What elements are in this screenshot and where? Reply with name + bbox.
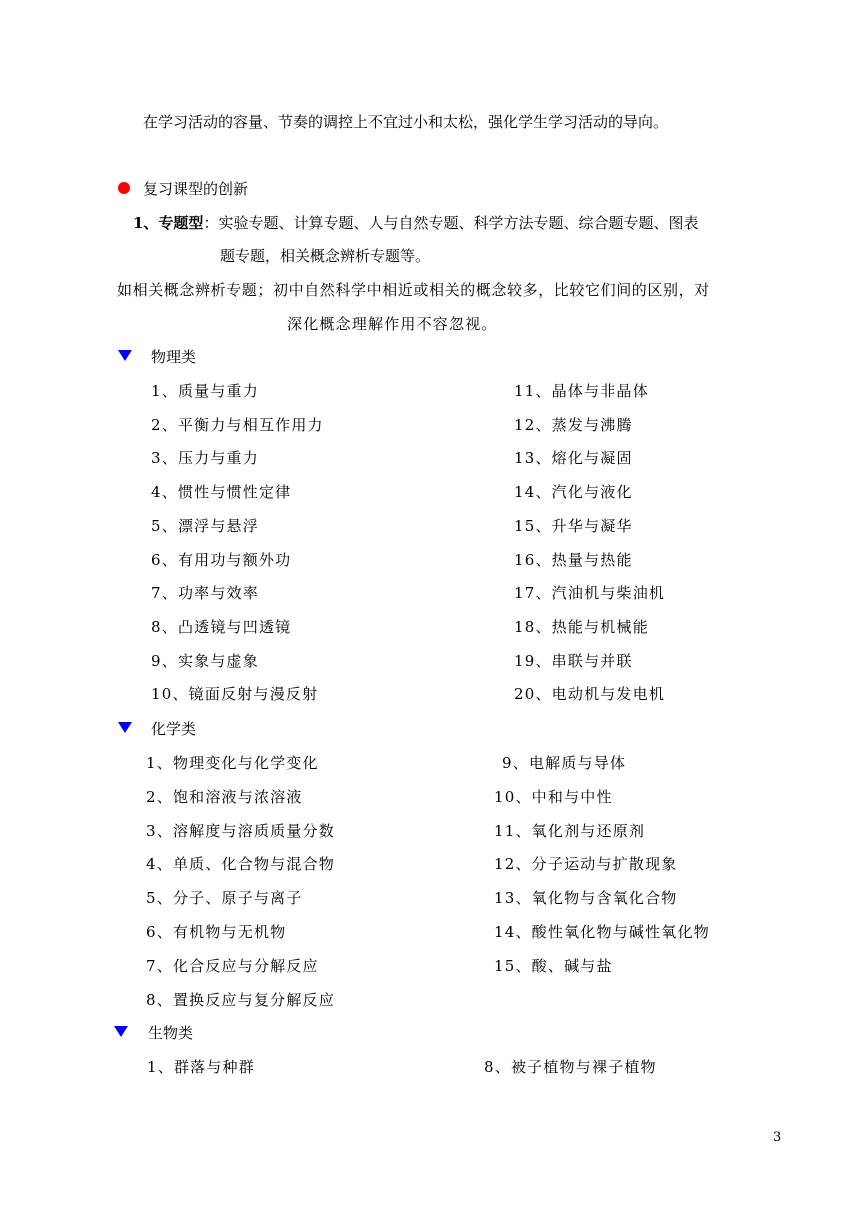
list-item: 18、热能与机械能 <box>514 617 649 636</box>
red-circle-icon <box>118 182 130 194</box>
list-item: 13、氧化物与含氧化合物 <box>494 889 678 908</box>
list-item: 2、平衡力与相互作用力 <box>151 415 324 434</box>
page-number: 3 <box>773 1130 782 1145</box>
list-item: 12、蒸发与沸腾 <box>514 415 633 434</box>
blue-down-triangle-icon <box>114 1026 128 1037</box>
list-item: 3、压力与重力 <box>151 449 259 468</box>
list-item: 2、饱和溶液与浓溶液 <box>146 787 303 806</box>
list-item: 14、汽化与液化 <box>514 483 633 502</box>
list-item: 20、电动机与发电机 <box>514 685 666 704</box>
review-heading: 复习课型的创新 <box>143 180 249 198</box>
list-item: 13、熔化与凝固 <box>514 449 633 468</box>
list-item: 5、漂浮与悬浮 <box>151 516 259 535</box>
list-item: 1、质量与重力 <box>151 382 259 400</box>
list-item: 15、酸、碱与盐 <box>494 956 613 975</box>
item1-text-line1: ：实验专题、计算专题、人与自然专题、科学方法专题、综合题专题、图表 <box>203 214 699 232</box>
item1-text-line2: 题专题，相关概念辨析专题等。 <box>220 247 431 265</box>
list-item: 6、有机物与无机物 <box>146 923 287 941</box>
chemistry-title: 化学类 <box>151 720 197 738</box>
list-item: 16、热量与热能 <box>514 550 633 569</box>
list-item: 6、有用功与额外功 <box>151 550 292 569</box>
list-item: 7、功率与效率 <box>151 584 259 603</box>
list-item: 19、串联与并联 <box>514 651 633 670</box>
blue-down-triangle-icon <box>118 350 132 361</box>
list-item: 5、分子、原子与离子 <box>146 889 303 908</box>
list-item: 9、电解质与导体 <box>502 754 627 772</box>
example-line2: 深化概念理解作用不容忽视。 <box>287 315 498 333</box>
list-item: 11、氧化剂与还原剂 <box>494 821 646 840</box>
list-item: 8、凸透镜与凹透镜 <box>151 617 292 636</box>
example-line1: 如相关概念辨析专题；初中自然科学中相近或相关的概念较多，比较它们间的区别，对 <box>117 281 710 299</box>
list-item: 3、溶解度与溶质质量分数 <box>146 821 335 840</box>
list-item: 10、镜面反射与漫反射 <box>151 685 319 704</box>
biology-title: 生物类 <box>148 1024 194 1042</box>
list-item: 7、化合反应与分解反应 <box>146 956 319 975</box>
list-item: 14、酸性氧化物与碱性氧化物 <box>494 923 710 941</box>
physics-title: 物理类 <box>151 348 197 366</box>
list-item: 10、中和与中性 <box>494 787 613 806</box>
list-item: 1、群落与种群 <box>147 1058 255 1076</box>
item1-line1 <box>133 213 698 233</box>
list-item: 4、单质、化合物与混合物 <box>146 855 335 874</box>
list-item: 12、分子运动与扩散现象 <box>494 855 678 874</box>
list-item: 8、被子植物与裸子植物 <box>484 1058 657 1076</box>
list-item: 4、惯性与惯性定律 <box>151 483 292 502</box>
list-item: 8、置换反应与复分解反应 <box>146 990 335 1009</box>
blue-down-triangle-icon <box>118 722 132 733</box>
intro-line: 在学习活动的容量、节奏的调控上不宜过小和太松，强化学生学习活动的导向。 <box>143 113 669 131</box>
list-item: 17、汽油机与柴油机 <box>514 584 666 603</box>
list-item: 11、晶体与非晶体 <box>514 382 649 400</box>
list-item: 9、实象与虚象 <box>151 651 259 670</box>
list-item: 15、升华与凝华 <box>514 516 633 535</box>
list-item: 1、物理变化与化学变化 <box>146 754 319 772</box>
item1-label: 1、专题型 <box>133 214 204 232</box>
